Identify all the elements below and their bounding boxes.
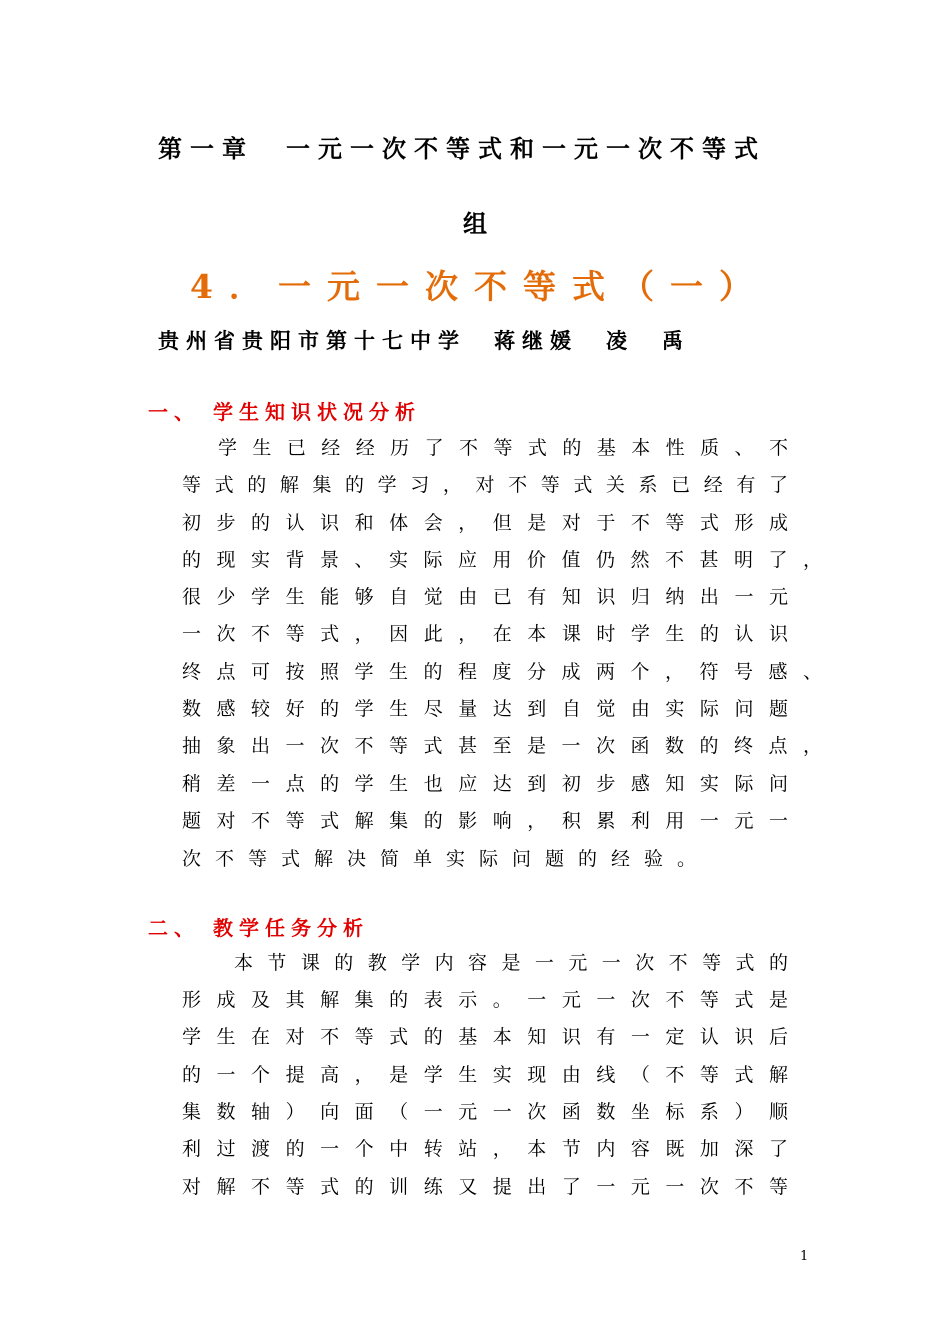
section-heading-teaching-task: 二、 教学任务分析 — [148, 916, 369, 940]
chapter-title-continuation: 组 — [463, 209, 487, 238]
paragraph-line: 很少学生能够自觉由已有知识归纳出一元 — [182, 586, 788, 608]
paragraph-line: 次不等式解决简单实际问题的经验。 — [182, 848, 711, 870]
paragraph-line: 对解不等式的训练又提出了一元一次不等 — [182, 1176, 788, 1198]
lesson-title: 4．一元一次不等式（一） — [190, 267, 768, 306]
paragraph-line: 抽象出一次不等式甚至是一次函数的终点， — [182, 735, 822, 757]
paragraph-line: 集数轴）向面（一元一次函数坐标系）顺 — [182, 1101, 788, 1123]
paragraph-line: 等式的解集的学习，对不等式关系已经有了 — [182, 474, 788, 496]
paragraph-line: 数感较好的学生尽量达到自觉由实际问题 — [182, 698, 788, 720]
author-line: 贵州省贵阳市第十七中学 蒋继媛 凌 禹 — [158, 328, 690, 353]
paragraph-line: 利过渡的一个中转站，本节内容既加深了 — [182, 1138, 788, 1160]
paragraph-line: 稍差一点的学生也应达到初步感知实际问 — [182, 773, 788, 795]
paragraph-line: 本节课的教学内容是一元一次不等式的 — [234, 952, 788, 974]
paragraph-line: 形成及其解集的表示。一元一次不等式是 — [182, 989, 788, 1011]
paragraph-line: 初步的认识和体会，但是对于不等式形成 — [182, 512, 788, 534]
paragraph-line: 的现实背景、实际应用价值仍然不甚明了， — [182, 549, 822, 571]
paragraph-line: 学生在对不等式的基本知识有一定认识后 — [182, 1026, 788, 1048]
chapter-title: 第一章 一元一次不等式和一元一次不等式 — [158, 134, 766, 163]
paragraph-line: 学生已经经历了不等式的基本性质、不 — [218, 437, 788, 459]
section-heading-student-knowledge: 一、 学生知识状况分析 — [148, 400, 421, 424]
page-number: 1 — [800, 1249, 809, 1264]
paragraph-line: 的一个提高，是学生实现由线（不等式解 — [182, 1064, 788, 1086]
paragraph-line: 题对不等式解集的影响，积累利用一元一 — [182, 810, 788, 832]
paragraph-line: 一次不等式，因此，在本课时学生的认识 — [182, 623, 788, 645]
paragraph-line: 终点可按照学生的程度分成两个，符号感、 — [182, 661, 822, 683]
